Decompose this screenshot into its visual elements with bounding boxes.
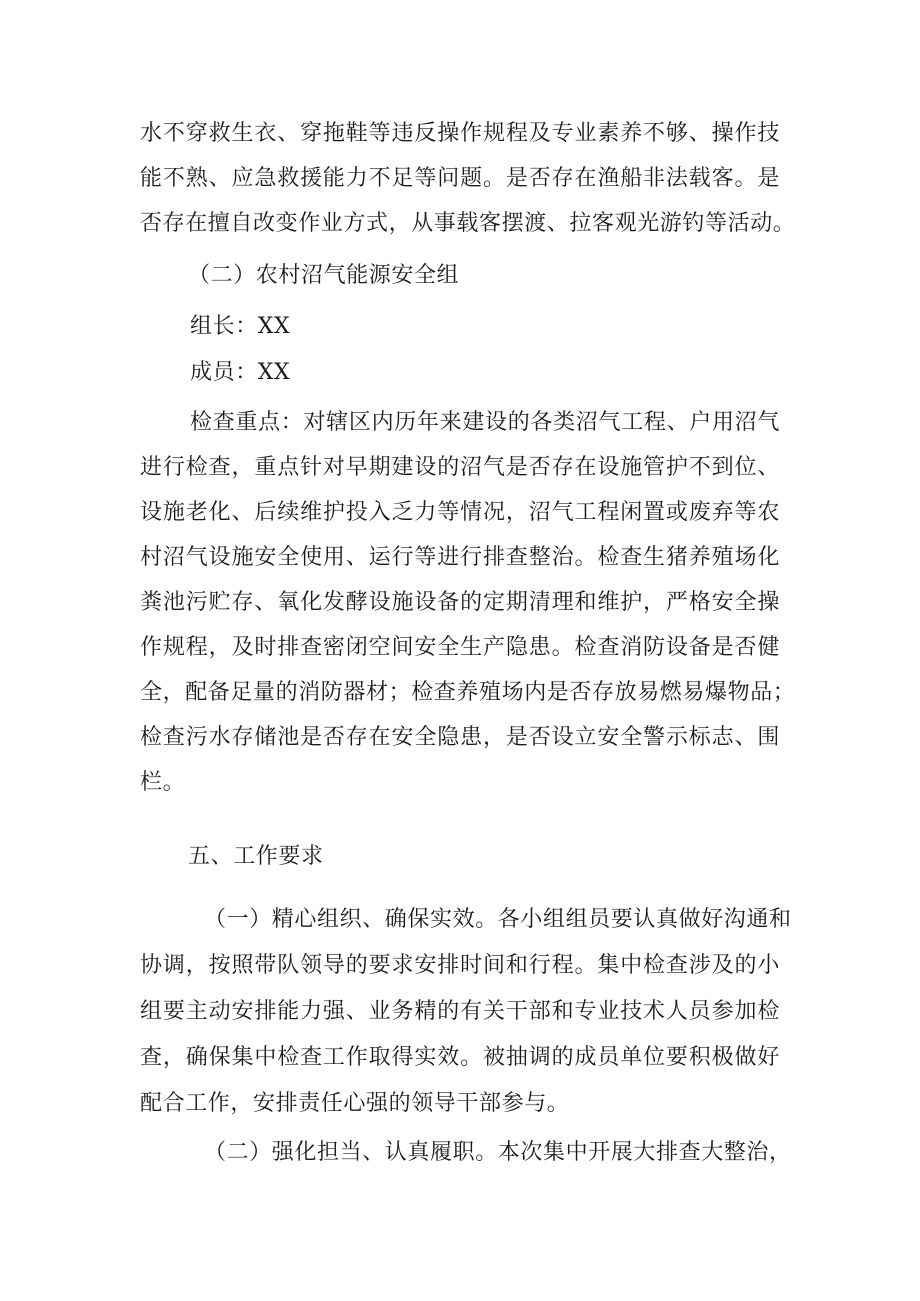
body-text-line: （一）精心组织、确保实效。各小组组员要认真做好沟通和: [204, 907, 792, 932]
body-text-line: 设施老化、后续维护投入乏力等情况，沼气工程闲置或废弃等农: [140, 500, 780, 525]
leader-line: 组长：XX: [190, 314, 291, 339]
body-text-line: 作规程，及时排查密闭空间安全生产隐患。检查消防设备是否健: [140, 635, 780, 660]
body-text-line: 协调，按照带队领导的要求安排时间和行程。集中检查涉及的小: [140, 953, 780, 978]
body-text-line: 否存在擅自改变作业方式，从事载客摆渡、拉客观光游钓等活动。: [140, 211, 796, 236]
section-heading: （二）农村沼气能源安全组: [188, 263, 460, 288]
body-text-line: （二）强化担当、认真履职。本次集中开展大排查大整治，: [204, 1140, 792, 1165]
body-text-line: 村沼气设施安全使用、运行等进行排查整治。检查生猪养殖场化: [140, 545, 780, 570]
body-text-line: 水不穿救生衣、穿拖鞋等违反操作规程及专业素养不够、操作技: [140, 121, 780, 146]
body-text-line: 全，配备足量的消防器材；检查养殖场内是否存放易燃易爆物品；: [140, 680, 796, 705]
body-text-line: 能不熟、应急救援能力不足等问题。是否存在渔船非法载客。是: [140, 166, 780, 191]
body-text-line: 配合工作，安排责任心强的领导干部参与。: [140, 1091, 570, 1116]
body-text-line: 检查污水存储池是否存在安全隐患，是否设立安全警示标志、围: [140, 725, 780, 750]
members-line: 成员：XX: [190, 360, 291, 385]
body-text-line: 查，确保集中检查工作取得实效。被抽调的成员单位要积极做好: [140, 1045, 780, 1070]
body-text-line: 检查重点：对辖区内历年来建设的各类沼气工程、户用沼气: [190, 410, 780, 435]
body-text-line: 栏。: [140, 770, 186, 795]
body-text-line: 进行检查，重点针对早期建设的沼气是否存在设施管护不到位、: [140, 455, 780, 480]
body-text-line: 粪池污贮存、氧化发酵设施设备的定期清理和维护，严格安全操: [140, 590, 780, 615]
section-heading: 五、工作要求: [188, 844, 324, 869]
body-text-line: 组要主动安排能力强、业务精的有关干部和专业技术人员参加检: [140, 999, 780, 1024]
